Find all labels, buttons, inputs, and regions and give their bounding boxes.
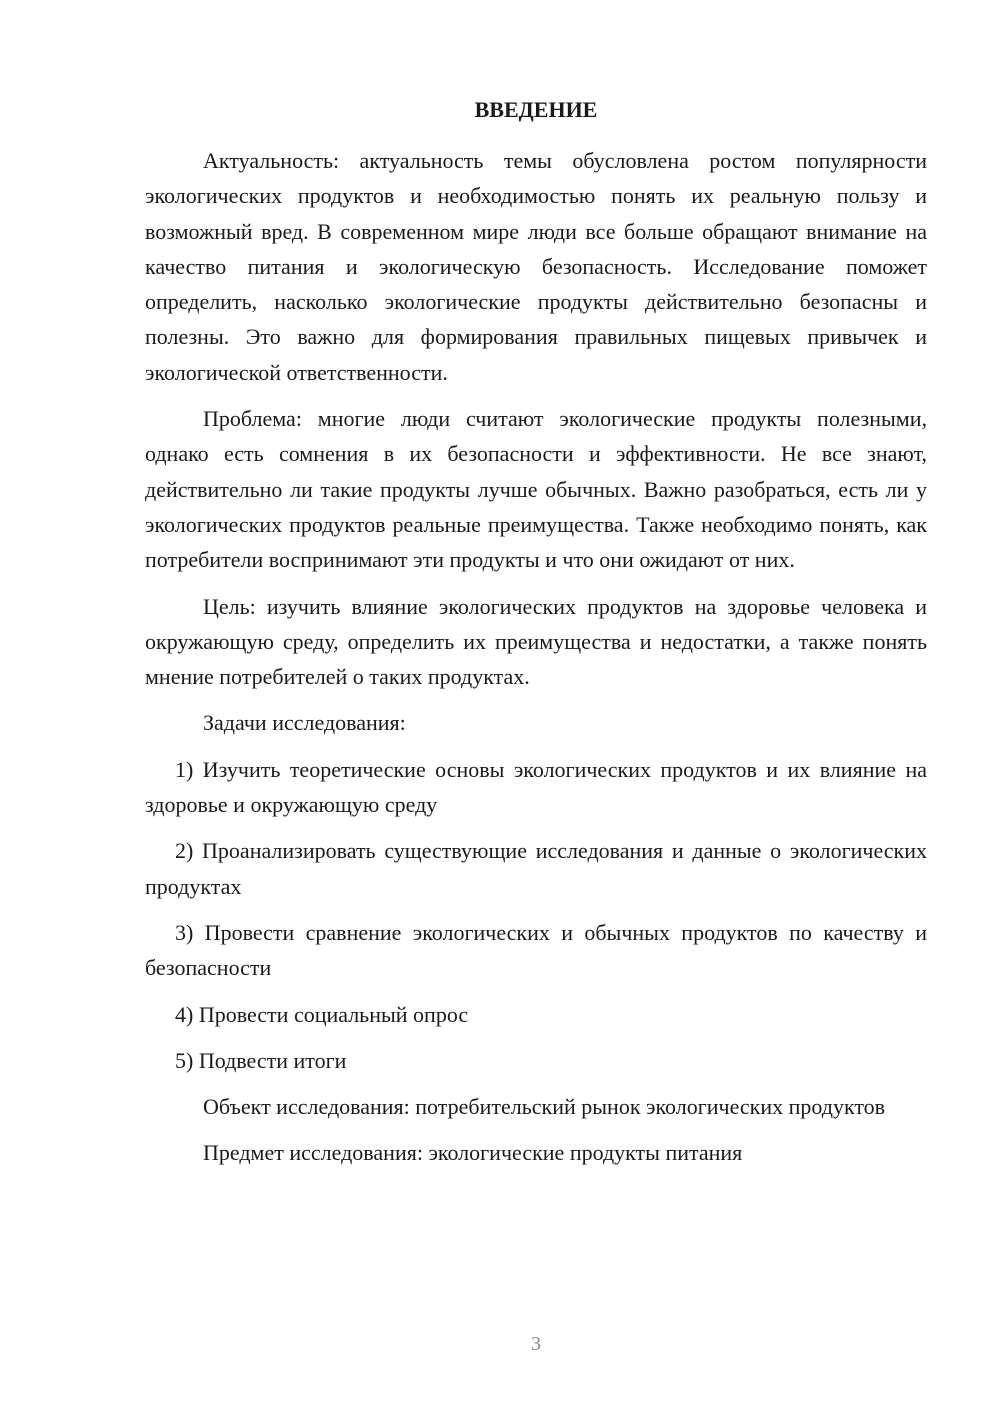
task-item-4: 4) Провести социальный опрос: [175, 1001, 469, 1027]
task-item-2: 2) Проанализировать существующие исследования и данные о экологических продуктах: [145, 838, 927, 899]
paragraph-object: Объект исследования: потребительский рынок экологических продуктов: [203, 1094, 886, 1120]
document-body: [145, 143, 927, 1182]
page-number: 3: [531, 1333, 541, 1355]
paragraph-problem: Проблема: многие люди считают экологические продукты полезными, однако есть сомнения в их безопасности и эффективности. Не все знают, действительно ли такие продукты лучше обычных. Важно разобраться, есть ли у экологических продуктов реальные преимущества. Также необходимо понять, как потребители воспринимают эти продукты и что они ожидают от них.: [145, 406, 927, 573]
section-heading: ВВЕДЕНИЕ: [474, 97, 598, 122]
paragraph-goal: Цель: изучить влияние экологических продуктов на здоровье человека и окружающую среду, определить их преимущества и недостатки, а также понять мнение потребителей о таких продуктах.: [145, 593, 927, 690]
paragraph-relevance: Актуальность: актуальность темы обусловлена ростом популярности экологических продуктов и необходимостью понять их реальную пользу и возможный вред. В современном мире люди все больше обращают внимание на качество питания и экологическую безопасность. Исследование поможет определить, насколько экологические продукты действительно безопасны и полезны. Это важно для формирования правильных пищевых привычек и экологической ответственности.: [145, 148, 927, 385]
document-page: [145, 0, 927, 1414]
task-item-5: 5) Подвести итоги: [175, 1047, 347, 1073]
task-item-3: 3) Провести сравнение экологических и обычных продуктов по качеству и безопасности: [145, 919, 927, 981]
paragraph-tasks-title: Задачи исследования:: [203, 710, 406, 736]
paragraph-subject: Предмет исследования: экологические продукты питания: [203, 1140, 743, 1166]
task-item-1: 1) Изучить теоретические основы экологических продуктов и их влияние на здоровье и окружающую среду: [145, 756, 927, 818]
